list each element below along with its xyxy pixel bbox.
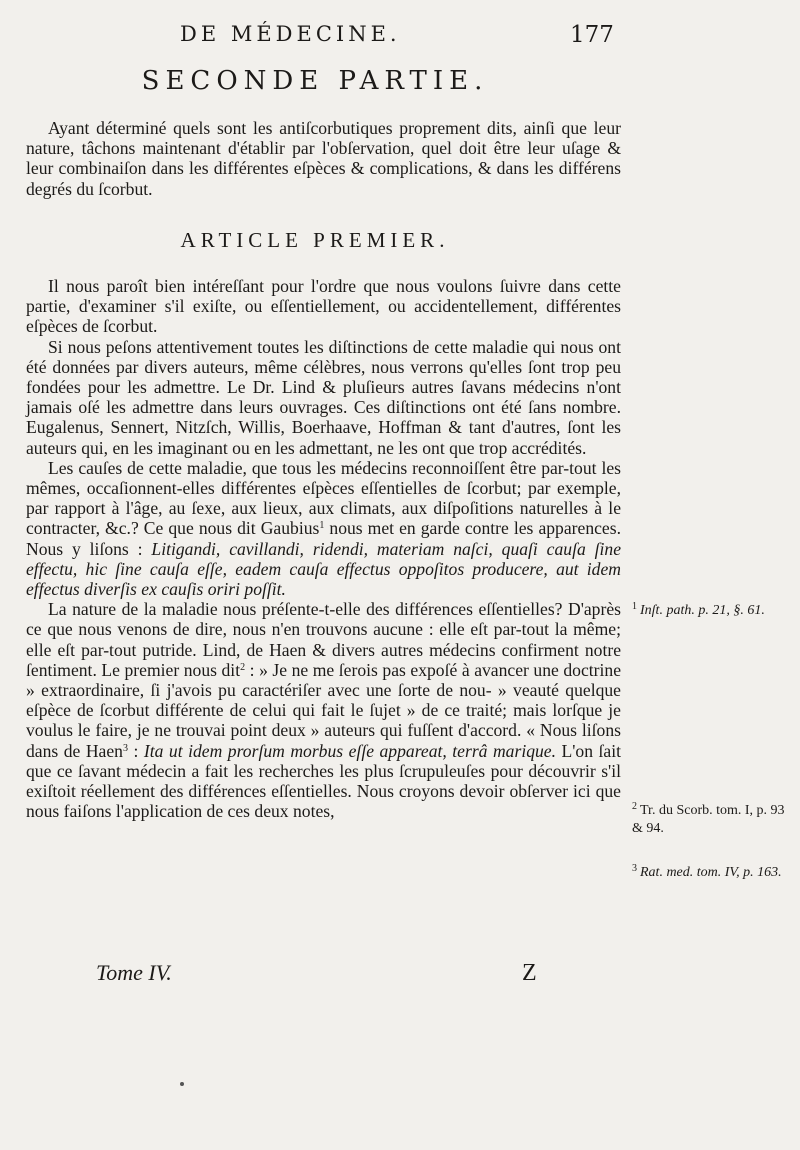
paragraph-3 bbox=[26, 458, 621, 599]
section-title: SECONDE PARTIE. bbox=[141, 66, 489, 96]
paragraph-4-text-b: : » Je ne me ſerois pas expoſé à avancer une doctrine » extraordinaire, ſi j'avois pu caractériſer avec une ſorte de nou- » veauté quelque eſpèce de ſcorbut différente de celui qui fait le ſujet » de ce traité; mais lorſque je voulus le faire, je ne trouvai point deux » auteurs qui fuſſent d'accord. « Nous liſons dans de Haen bbox=[26, 659, 622, 761]
paragraph-1: Il nous paroît bien intéreſſant pour l'ordre que nous voulons ſuivre dans cette partie, d'examiner s'il exiſte, ou eſſentiellement, ou accidentellement, différentes eſpèces de ſcorbut. bbox=[26, 276, 621, 337]
margin-note-3 bbox=[632, 860, 792, 882]
tome-label: Tome IV. bbox=[96, 960, 172, 985]
paragraph-4-text-a: La nature de la maladie nous préſente-t-elle des différences eſſentielles? D'après ce que nous venons de dire, nous n'en trouvons aucune : elle eſt par-tout la même; elle eſt par-tout putride. Lind, de Haen & divers autres médecins confirment notre ſentiment. Le premier nous dit bbox=[26, 599, 621, 680]
running-title: DE MÉDECINE. bbox=[180, 22, 401, 46]
latin-quote-de-haen: Ita ut idem prorſum morbus eſſe appareat, terrâ marique. bbox=[143, 740, 557, 761]
signature-mark: Z bbox=[522, 960, 537, 986]
paragraph-3-text-a: Les cauſes de cette maladie, que tous les médecins reconnoiſſent être par-tout les mêmes, occaſionnent-elles différentes eſpèces eſſentielles de ſcorbut; par exemple, par rapport à l'âge, au ſexe, aux lieux, aux climats, aux diſpoſitions naturelles à le contracter, &c.? Ce que nous dit Gaubius bbox=[26, 457, 621, 539]
margin-note-2-number: 2 bbox=[632, 801, 637, 812]
paragraph-4-text-c: : bbox=[127, 740, 144, 761]
intro-text bbox=[26, 118, 621, 199]
intro-paragraph: Ayant déterminé quels sont les antiſcorbutiques proprement dits, ainſi que leur nature, tâchons maintenant d'établir par l'obſervation, quel doit être leur uſage & leur combinaiſon dans les différentes eſpèces & complications, & dans les différens degrés du ſcorbut. bbox=[26, 118, 621, 199]
margin-note-1 bbox=[632, 598, 792, 620]
margin-note-2 bbox=[632, 798, 792, 838]
margin-note-3-number: 3 bbox=[632, 863, 637, 874]
margin-note-1-number: 1 bbox=[632, 601, 637, 612]
paragraph-2: Si nous peſons attentivement toutes les diſtinctions de cette maladie qui nous ont été données par divers auteurs, même célèbres, nous verrons qu'elles ſont trop peu fondées pour les admettre. Le Dr. Lind & pluſieurs autres ſavans médecins n'ont jamais oſé les admettre dans leurs ouvrages. Ces diſtinctions ont été ſans nombre. Eugalenus, Sennert, Nitzſch, Willis, Boerhaave, Hoffman & tant d'autres, ſont les auteurs qui, en les imaginant ou en les admettant, ne les ont que trop accrédités. bbox=[26, 336, 621, 458]
margin-note-1-text: Inſt. path. p. 21, §. 61. bbox=[640, 603, 765, 618]
footnote-ref-2: 2 bbox=[240, 661, 246, 673]
page-number: 177 bbox=[570, 22, 614, 48]
paragraph-4-text-d: L'on ſait que ce ſavant médecin a fait les recherches les plus ſcrupuleuſes pour découvrir s'il exiſtoit réellement des différences eſſentielles. Nous croyons devoir obſerver ici que nous faiſons l'application de ces deux notes, bbox=[26, 740, 621, 822]
ink-speck bbox=[180, 1082, 184, 1086]
margin-note-3-text: Rat. med. tom. IV, p. 163. bbox=[640, 865, 782, 880]
footnote-ref-3: 3 bbox=[122, 742, 128, 754]
latin-quote-gaubius: Litigandi, cavillandi, ridendi, materiam naſci, quaſi cauſa ſine effectu, hic ſine cauſa eſſe, eadem cauſa effectus oppoſitos producere, aut idem effectus diverſis ex cauſis oriri poſſit. bbox=[26, 538, 622, 600]
footnote-ref-1: 1 bbox=[319, 520, 325, 532]
article-title: ARTICLE PREMIER. bbox=[180, 228, 450, 252]
article-body bbox=[26, 276, 621, 821]
paragraph-4 bbox=[26, 599, 621, 821]
paragraph-3-text-b: nous met en garde contre les apparences. Nous y liſons : bbox=[26, 518, 621, 559]
margin-note-2-text: Tr. du Scorb. tom. I, p. 93 & 94. bbox=[632, 803, 785, 836]
